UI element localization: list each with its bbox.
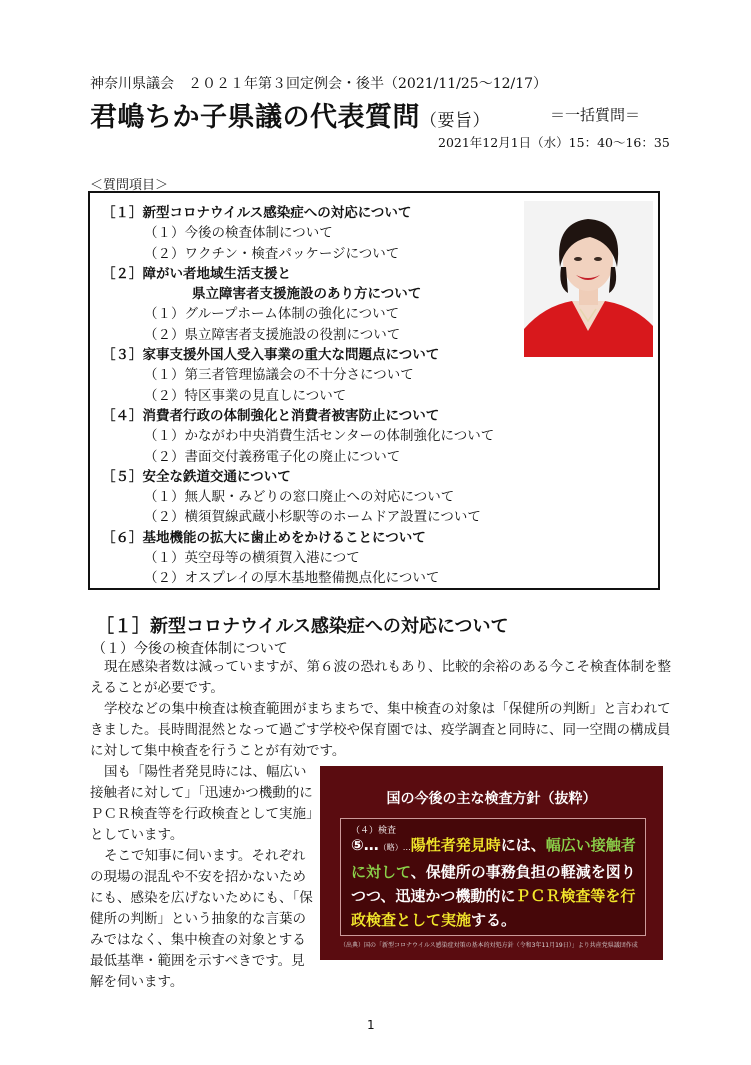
page-number: 1 (367, 1018, 375, 1032)
toc-heading: ［３］家事支援外国人受入事業の重大な問題点について (102, 347, 440, 364)
toc-heading: ［２］障がい者地域生活支援と (102, 265, 291, 282)
toc-subitem: （１）今後の検査体制について (144, 225, 333, 242)
datetime: 2021年12月1日（水）15：40～16：35 (438, 135, 670, 150)
toc-subitem: （２）オスプレイの厚木基地整備拠点化について (144, 570, 440, 587)
portrait-image (524, 201, 653, 357)
slide-text-2: には、 (500, 836, 546, 854)
toc-subitem: （１）無人駅・みどりの窓口廃止への対応について (144, 489, 455, 506)
slide-lead-small: （略）… (378, 843, 411, 852)
toc-subitem: （１）英空母等の横須賀入港につて (144, 550, 360, 567)
question-type: ＝一括質問＝ (550, 106, 641, 124)
toc-subitem: （２）ワクチン・検査パッケージについて (144, 245, 400, 262)
toc-subitem: （２）特区事業の見直しについて (144, 387, 347, 404)
slide-text-3: 幅広い接触者に対して (351, 836, 636, 881)
paragraph-4: そこで知事に伺います。それぞれの現場の混乱や不安を招かないためにも、感染を広げないためにも、「保健所の判断」という抽象的な言葉のみではなく、集中検査の対象とする最低基準・範囲を示すべきです。見解を伺います。 (90, 848, 313, 990)
toc-subitem: （１）グループホーム体制の強化について (144, 306, 400, 323)
section-heading: ［１］新型コロナウイルス感染症への対応について (96, 616, 509, 637)
slide-text (351, 833, 637, 932)
toc-heading: ［６］基地機能の拡大に歯止めをかけることについて (102, 529, 426, 546)
toc-subitem: （１）第三者管理協議会の不十分さについて (144, 367, 414, 384)
title-note: （要旨） (420, 111, 490, 131)
paragraph-1: 現在感染者数は減っていますが、第６波の恐れもあり、比較的余裕のある今こそ検査体制を整えることが必要です。 (90, 659, 671, 696)
slide-section-label: （４）検査 (351, 826, 397, 836)
toc-heading: ［４］消費者行政の体制強化と消費者被害防止について (102, 407, 440, 424)
toc-subitem: （２）横須賀線武蔵小杉駅等のホームドア設置について (144, 509, 481, 526)
paragraph-2: 学校などの集中検査は検査範囲がまちまちで、集中検査の対象は「保健所の判断」と言われてきました。長時間混然となって過ごす学校や保育園では、疫学調査と同時に、同一空間の構成員に対して集中検査を行うことが有効です。 (90, 701, 671, 759)
toc-subitem: （１）かながわ中央消費生活センターの体制強化について (144, 428, 495, 445)
toc-list (102, 203, 494, 589)
toc-heading: ［５］安全な鉄道交通について (102, 468, 291, 485)
slide-text-6: する。 (471, 911, 517, 929)
portrait-photo (524, 201, 653, 357)
policy-slide (320, 766, 663, 960)
slide-text-4: 、保健所の事務負担の軽減を図りつつ、迅速かつ機動的に (351, 863, 636, 905)
toc-heading: 県立障害者支援施設のあり方について (192, 286, 422, 303)
title-main: 君嶋ちか子県議の代表質問 (90, 102, 420, 133)
slide-source: （出典）国の「新型コロナウイルス感染症対策の基本的対処方針（令和3年11月19日）」より共産党県議団作成 (340, 942, 638, 949)
assembly-session-line: 神奈川県議会 ２０２１年第３回定例会・後半（2021/11/25～12/17） (90, 76, 548, 92)
slide-content-box (340, 818, 646, 936)
slide-lead: ⑤… (351, 836, 379, 854)
toc-subitem: （２）書面交付義務電子化の廃止について (144, 448, 401, 465)
slide-title: 国の今後の主な検査方針（抜粋） (386, 791, 597, 807)
paragraph-3: 国も「陽性者発見時には、幅広い接触者に対して」「迅速かつ機動的にＰＣＲ検査等を行政検査として実施」としています。 (90, 764, 313, 843)
sub-heading: （１）今後の検査体制について (92, 641, 288, 657)
toc-label: ＜質問項目＞ (90, 178, 169, 193)
slide-text-1: 陽性者発見時 (410, 836, 501, 854)
toc-subitem: （２）県立障害者支援施設の役割について (144, 326, 401, 343)
page-title (90, 95, 490, 134)
toc-heading: ［１］新型コロナウイルス感染症への対応について (102, 205, 412, 221)
slide-text-5: ＰＣＲ検査等を行政検査として実施 (351, 887, 636, 929)
